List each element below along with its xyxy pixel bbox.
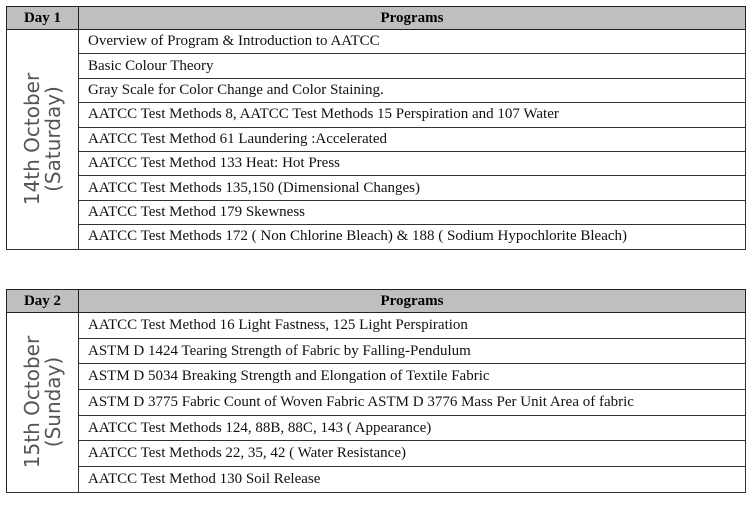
date-cell xyxy=(7,30,79,250)
table-header xyxy=(7,7,746,30)
table-row xyxy=(7,30,746,54)
date-label xyxy=(19,73,65,206)
table-row xyxy=(7,127,746,151)
program-cell: AATCC Test Method 133 Heat: Hot Press xyxy=(79,151,746,175)
program-cell: ASTM D 1424 Tearing Strength of Fabric by Falling-Pendulum xyxy=(79,338,746,364)
program-cell: AATCC Test Method 16 Light Fastness, 125 Light Perspiration xyxy=(79,313,746,339)
table-row xyxy=(7,78,746,102)
table-header xyxy=(7,290,746,313)
table-row xyxy=(7,338,746,364)
program-cell: AATCC Test Methods 124, 88B, 88C, 143 ( Appearance) xyxy=(79,415,746,441)
programs-header: Programs xyxy=(79,7,746,30)
program-cell: ASTM D 3775 Fabric Count of Woven Fabric ASTM D 3776 Mass Per Unit Area of fabric xyxy=(79,390,746,416)
day-header: Day 1 xyxy=(7,7,79,30)
day-header: Day 2 xyxy=(7,290,79,313)
day1-schedule-table xyxy=(6,6,746,250)
table-row xyxy=(7,54,746,78)
weekday: (Saturday) xyxy=(40,86,65,193)
programs-header: Programs xyxy=(79,290,746,313)
table-row xyxy=(7,176,746,200)
table-row xyxy=(7,225,746,249)
weekday: (Sunday) xyxy=(40,357,65,448)
date: 15th October xyxy=(19,336,44,469)
program-cell: ASTM D 5034 Breaking Strength and Elongation of Textile Fabric xyxy=(79,364,746,390)
program-cell: AATCC Test Methods 8, AATCC Test Methods 15 Perspiration and 107 Water xyxy=(79,103,746,127)
table-row xyxy=(7,467,746,493)
program-cell: AATCC Test Method 61 Laundering :Accelerated xyxy=(79,127,746,151)
program-cell: Basic Colour Theory xyxy=(79,54,746,78)
date-label xyxy=(19,336,65,469)
table-row xyxy=(7,364,746,390)
table-row xyxy=(7,441,746,467)
date-cell xyxy=(7,313,79,493)
table-row xyxy=(7,103,746,127)
date: 14th October xyxy=(19,73,44,206)
program-cell: Overview of Program & Introduction to AATCC xyxy=(79,30,746,54)
program-cell: AATCC Test Methods 172 ( Non Chlorine Bleach) & 188 ( Sodium Hypochlorite Bleach) xyxy=(79,225,746,249)
day2-schedule-table xyxy=(6,289,746,493)
table-row xyxy=(7,151,746,175)
program-cell: AATCC Test Method 130 Soil Release xyxy=(79,467,746,493)
table-row xyxy=(7,415,746,441)
table-row xyxy=(7,200,746,224)
program-cell: AATCC Test Methods 135,150 (Dimensional Changes) xyxy=(79,176,746,200)
table-row xyxy=(7,390,746,416)
program-cell: AATCC Test Method 179 Skewness xyxy=(79,200,746,224)
program-cell: Gray Scale for Color Change and Color Staining. xyxy=(79,78,746,102)
table-row xyxy=(7,313,746,339)
program-cell: AATCC Test Methods 22, 35, 42 ( Water Resistance) xyxy=(79,441,746,467)
